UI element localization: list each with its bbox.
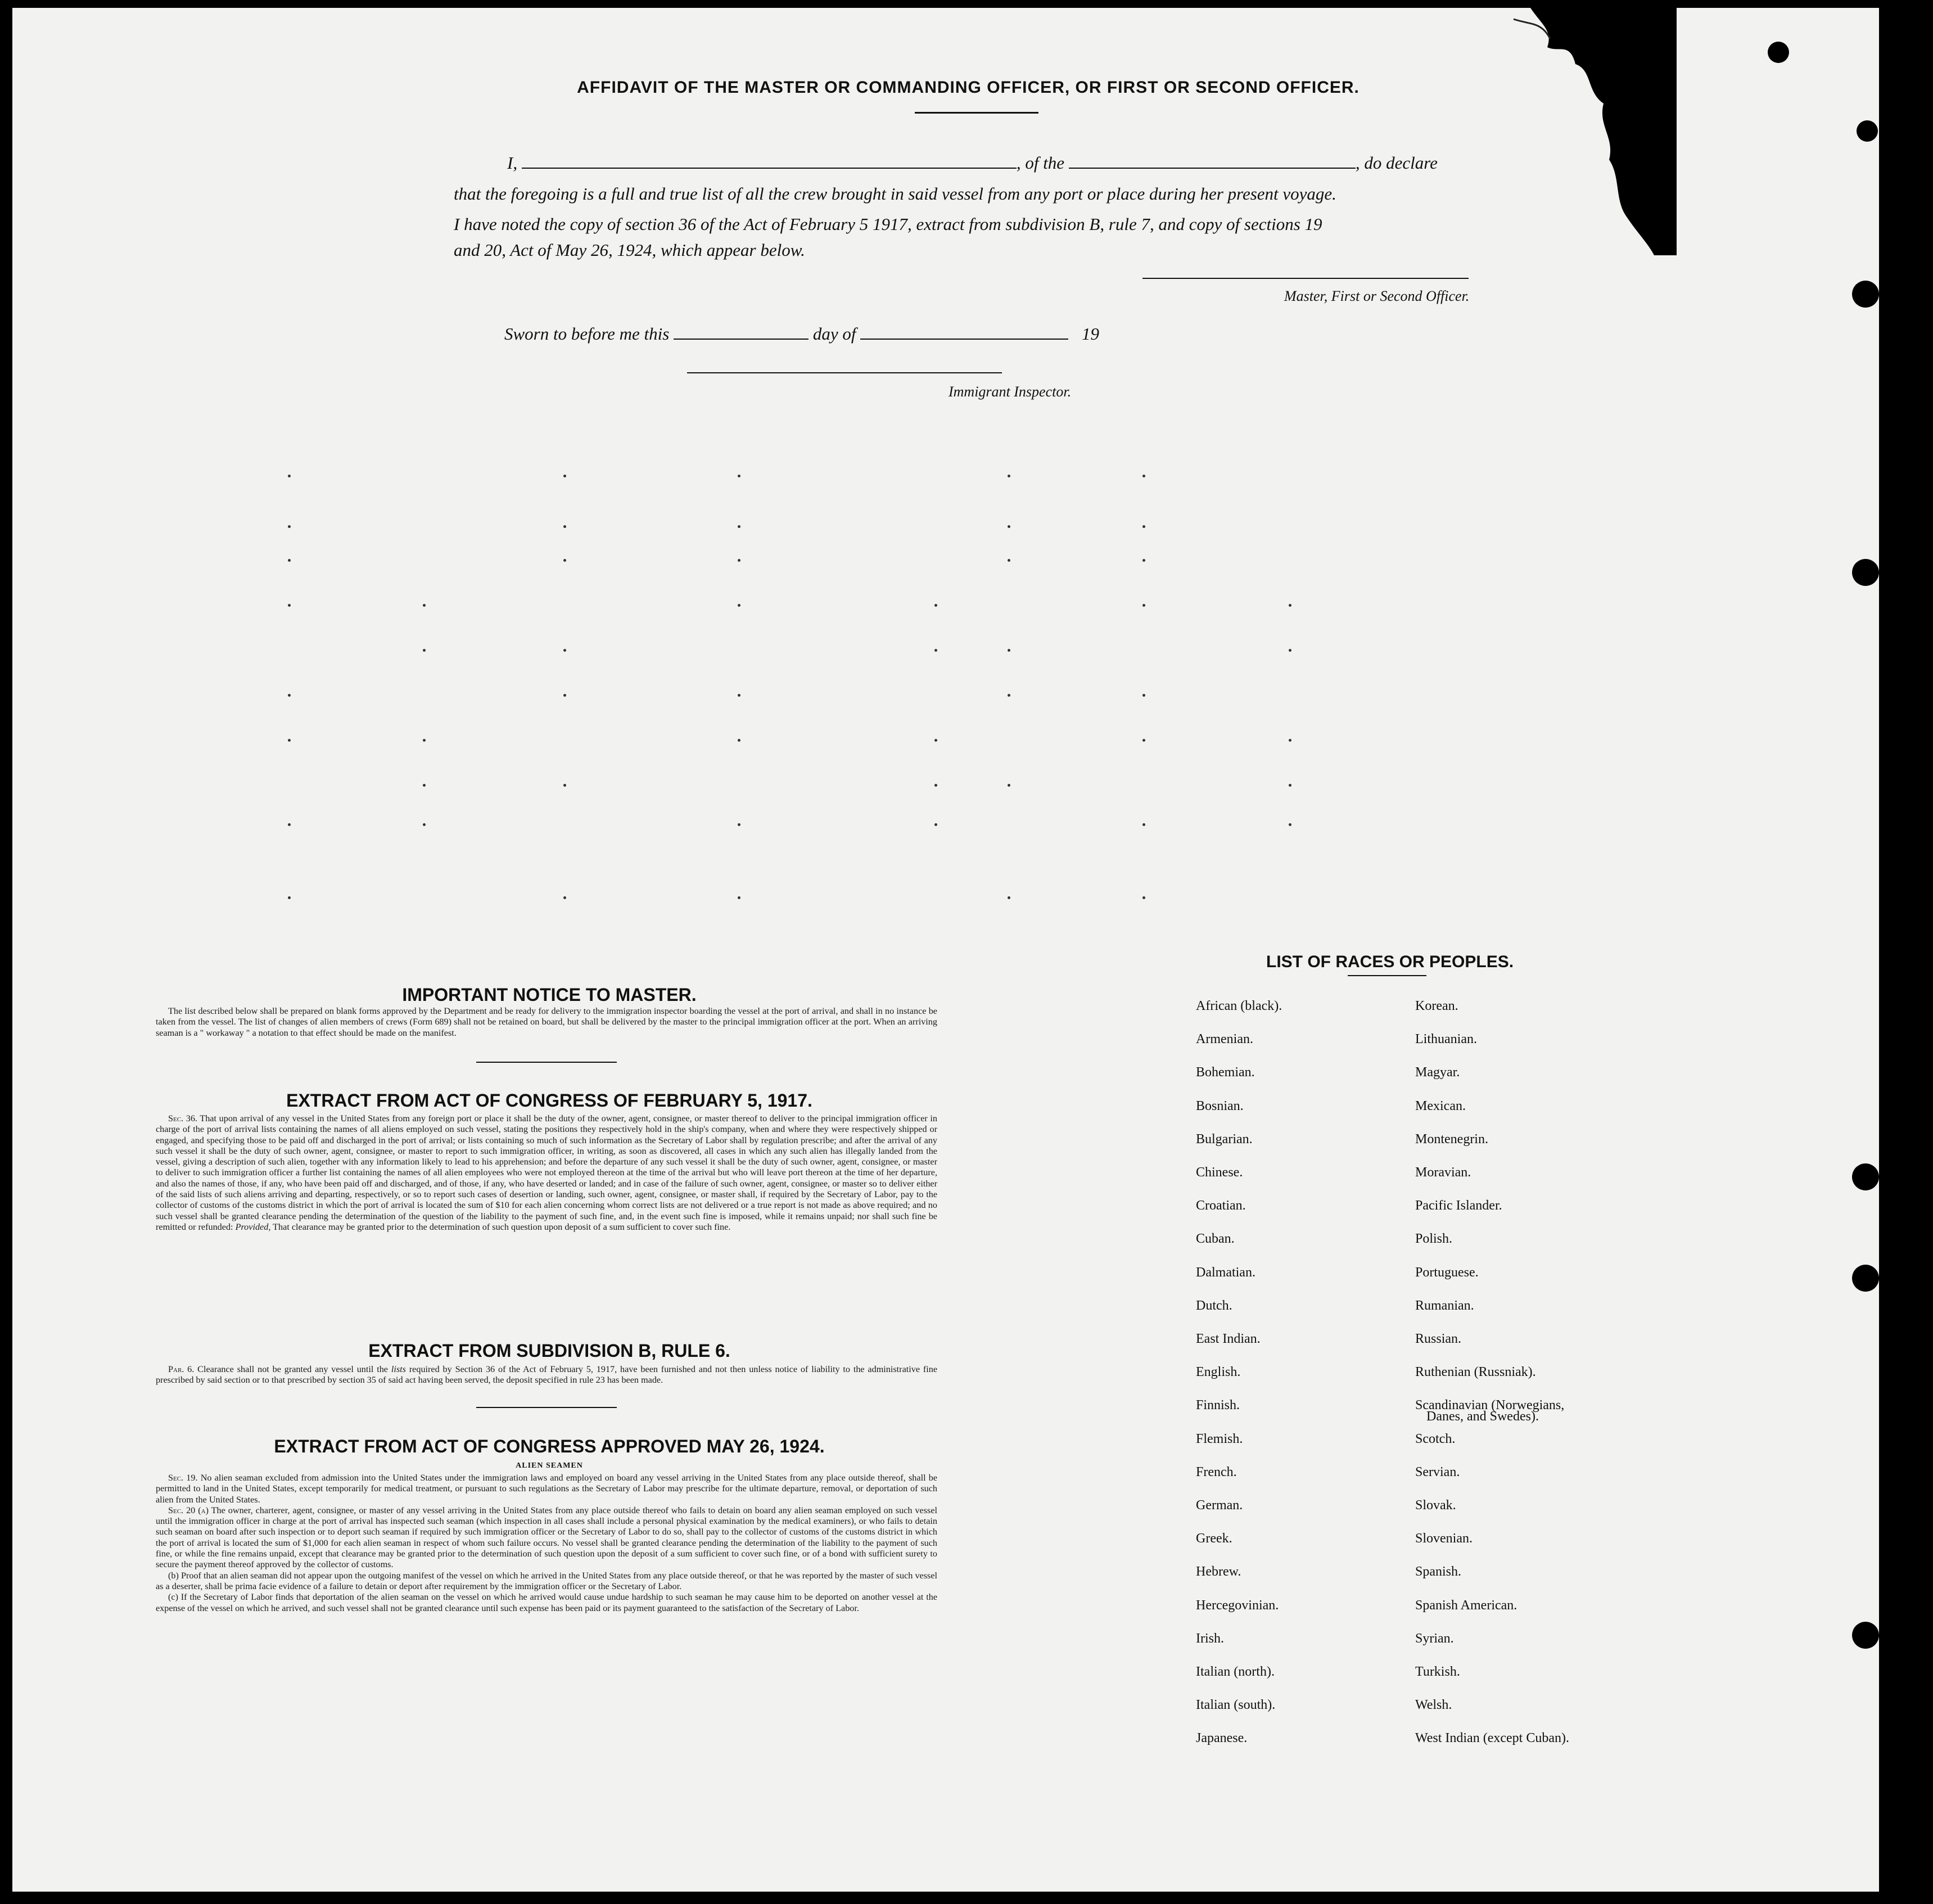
extract-1917-title: EXTRACT FROM ACT OF CONGRESS OF FEBRUARY 5, 1917. — [286, 1090, 812, 1111]
race-item: Servian. — [1415, 1464, 1460, 1479]
race-item: German. — [1196, 1498, 1243, 1513]
race-item: Flemish. — [1196, 1431, 1243, 1446]
par6-label: Par. 6. — [168, 1364, 195, 1374]
rule6-body — [156, 1364, 937, 1386]
bleed-dot — [738, 896, 740, 899]
bleed-dot — [288, 739, 291, 742]
race-item: Scotch. — [1415, 1431, 1456, 1446]
notice-paragraph: The list described below shall be prepared on blank forms approved by the Department and be ready for delivery to the immigration inspector boarding the vessel at the port of arrival, and shall in no instance be taken from the vessel. The list of changes of alien members of crews (Form 689) shall not be retained on board, but shall be delivered by the master to the principal immigration officer at the port. When an arriving seaman is a " workaway " a notation to that effect should be made on the manifest. — [156, 1006, 937, 1038]
race-item: West Indian (except Cuban). — [1415, 1731, 1569, 1746]
master-signature-line — [1142, 278, 1469, 279]
bleed-dot — [738, 739, 740, 742]
sec36-paragraph — [156, 1113, 937, 1233]
sec19-label: Sec. 19. — [168, 1473, 198, 1483]
bleed-dot — [1142, 694, 1145, 697]
race-item: Pacific Islander. — [1415, 1198, 1502, 1213]
race-item: Ruthenian (Russniak). — [1415, 1365, 1536, 1380]
race-item: Welsh. — [1415, 1698, 1452, 1713]
sec36-text-end: That clearance may be granted prior to the determination of such question upon deposit of a sum sufficient to cover such fine. — [273, 1221, 731, 1232]
name-blank — [522, 154, 1017, 169]
vessel-blank — [1069, 154, 1356, 169]
race-item: Italian (north). — [1196, 1664, 1275, 1679]
bleed-dot — [1289, 649, 1291, 652]
sec19-text: No alien seaman excluded from admission into the United States under the immigration laws and employed on board any vessel arriving in the United States from any place outside thereof, shall be permitted to land in the United States, except temporarily for medical treatment, or pursuant to such regulations as the Secretary of Labor may prescribe for the ultimate departure, removal, or deportation of such alien from the United States. — [156, 1473, 938, 1505]
bleed-dot — [288, 694, 291, 697]
bleed-dot — [1142, 604, 1145, 607]
sworn-month-blank — [860, 325, 1068, 340]
bleed-dot — [1008, 896, 1010, 899]
race-item: Slovak. — [1415, 1498, 1456, 1513]
sec36-text: That upon arrival of any vessel in the United States from any foreign port or place it shall be the duty of the owner, agent, consignee, or master thereof to deliver to the principal immigration officer in charge of the port of arrival lists containing the names of all aliens employed on such vessel, stating the positions they respectively hold in the ship's company, when and where they were respectively shipped or engaged, and specifying those to be paid off and discharged in the port of arrival; or lists containing so much of such information as the Secretary of Labor shall by regulation prescribe; and after the arrival of any such vessel it shall be the duty of such owner, agent, consignee, or master to report to such immigration officer, in writing, as soon as discovered, all cases in which any such alien has illegally landed from the vessel, giving a description of such alien, together with any information likely to lead to his apprehension; and before the departure of any such vessel it shall be the duty of such owner, agent, consignee, or master to deliver to such immigration officer a further list containing the names of all alien employees who were not employed thereon at the time of the arrival but who will leave port thereon at the time of her departure, and also the names of those, if any, who have been paid off and discharged, and of those, if any, who have deserted or landed; and in case of the failure of such owner, agent, consignee, or master so to deliver either of the said lists of such aliens arriving and departing, respectively, or so to report such cases of desertion or landing, such owner, agent, consignee, or master shall, if required by the Secretary of Labor, pay to the collector of customs of the customs district in which the port of arrival is located the sum of $10 for each alien concerning whom correct lists are not delivered or a true report is not made as above required; and no such vessel shall be granted clearance pending the determination of the question of the liability to the payment of such fine, and, in the event such fine is imposed, while it remains unpaid; nor shall such fine be remitted or refunded: — [156, 1113, 937, 1232]
master-caption: Master, First or Second Officer. — [1284, 288, 1470, 304]
race-item: Slovenian. — [1415, 1531, 1473, 1546]
bleed-dot — [1289, 823, 1291, 826]
bleed-dot — [934, 823, 937, 826]
race-item: Lithuanian. — [1415, 1032, 1477, 1047]
affidavit-line-2: that the foregoing is a full and true list of all the crew brought in said vessel from any port or place during her present voyage. — [454, 184, 1336, 204]
rule6-text-b: required by Section 36 of the Act of February 5, 1917, have been furnished and not then unless notice of liability to the administrative fine prescribed by said section or to that prescribed by section 35 of said act having been served, the deposit specified in rule 23 has been made. — [156, 1364, 938, 1386]
bleed-dot — [288, 896, 291, 899]
bleed-dot — [1008, 559, 1010, 562]
sec20b-text: Proof that an alien seaman did not appear upon the outgoing manifest of the vessel on which he arrived in the United States from any place outside thereof, or that he was reported by the master of such vessel as a deserter, shall be prima facie evidence of a failure to detain or deport after requirement by the immigration officer or the Secretary of Labor. — [156, 1570, 938, 1591]
bleed-dot — [738, 525, 740, 528]
title-rule — [915, 112, 1038, 114]
races-rule — [1348, 975, 1426, 976]
race-item: Bosnian. — [1196, 1098, 1244, 1113]
inspector-caption: Immigrant Inspector. — [949, 383, 1072, 400]
race-item: Montenegrin. — [1415, 1131, 1488, 1147]
torn-paper-damage — [1508, 8, 1677, 255]
race-item: Turkish. — [1415, 1664, 1460, 1679]
races-title: LIST OF RACES OR PEOPLES. — [1266, 953, 1514, 971]
race-item: Armenian. — [1196, 1032, 1253, 1047]
extract-1917-body — [156, 1113, 937, 1233]
sec20a-paragraph — [156, 1505, 937, 1571]
sworn-year: 19 — [1081, 324, 1099, 344]
race-item: Greek. — [1196, 1531, 1232, 1546]
bleed-dot — [288, 525, 291, 528]
bleed-dot — [1142, 823, 1145, 826]
bleed-dot — [934, 604, 937, 607]
bleed-dot — [1008, 649, 1010, 652]
bleed-dot — [738, 604, 740, 607]
race-item: Dalmatian. — [1196, 1265, 1255, 1280]
punch-hole — [1852, 1622, 1879, 1649]
sec20b-label: (b) — [168, 1570, 179, 1581]
race-item: African (black). — [1196, 999, 1282, 1013]
race-item: Bulgarian. — [1196, 1131, 1253, 1147]
race-item: Italian (south). — [1196, 1698, 1276, 1713]
bleed-dot — [563, 475, 566, 477]
bleed-dot — [563, 694, 566, 697]
race-item: Spanish American. — [1415, 1598, 1518, 1613]
provided-label: Provided, — [235, 1221, 271, 1232]
bleed-dot — [563, 649, 566, 652]
race-item: Scandinavian (Norwegians, — [1415, 1398, 1565, 1413]
punch-hole — [1852, 1163, 1879, 1190]
race-item: Portuguese. — [1415, 1265, 1479, 1280]
race-item: Croatian. — [1196, 1198, 1246, 1213]
bleed-dot — [738, 559, 740, 562]
race-item: Spanish. — [1415, 1564, 1462, 1580]
rule6-paragraph — [156, 1364, 937, 1386]
race-item: Hebrew. — [1196, 1564, 1241, 1580]
affidavit-line-3: I have noted the copy of section 36 of the Act of February 5 1917, extract from subdivision B, rule 7, and copy of sections 19 — [454, 214, 1322, 234]
race-item: Mexican. — [1415, 1098, 1466, 1113]
document-page — [12, 8, 1879, 1892]
sec20b-paragraph — [156, 1571, 937, 1592]
bleed-dot — [423, 604, 426, 607]
race-item: Dutch. — [1196, 1298, 1232, 1313]
bleed-dot — [1142, 739, 1145, 742]
bleed-dot — [934, 739, 937, 742]
sworn-day-blank — [674, 325, 809, 340]
race-item: Bohemian. — [1196, 1065, 1255, 1080]
notice-title: IMPORTANT NOTICE TO MASTER. — [402, 985, 697, 1005]
alien-seamen-subtitle: ALIEN SEAMEN — [516, 1461, 583, 1470]
race-item: Hercegovinian. — [1196, 1598, 1279, 1613]
race-item: East Indian. — [1196, 1332, 1261, 1346]
bleed-dot — [738, 694, 740, 697]
bleed-dot — [563, 525, 566, 528]
affidavit-line-4: and 20, Act of May 26, 1924, which appear below. — [454, 240, 805, 260]
race-item: Finnish. — [1196, 1398, 1240, 1413]
bleed-dot — [1008, 784, 1010, 787]
sec20-label: Sec. 20 (a) — [168, 1505, 209, 1515]
race-item: Syrian. — [1415, 1631, 1454, 1646]
bleed-dot — [423, 823, 426, 826]
punch-hole — [1852, 281, 1879, 308]
bleed-dot — [423, 739, 426, 742]
bleed-dot — [1008, 525, 1010, 528]
bleed-dot — [1142, 559, 1145, 562]
affidavit-do-declare: , do declare — [1355, 153, 1438, 173]
bleed-dot — [563, 559, 566, 562]
bleed-dot — [738, 823, 740, 826]
sworn-day-of: day of — [812, 324, 856, 344]
race-item: Moravian. — [1415, 1165, 1471, 1180]
bleed-dot — [423, 784, 426, 787]
inspector-signature-line — [687, 372, 1002, 373]
race-item: Polish. — [1415, 1231, 1453, 1247]
affidavit-of-the: , of the — [1016, 153, 1065, 173]
affidavit-i: I, — [507, 153, 518, 173]
race-item: Irish. — [1196, 1631, 1224, 1646]
race-scandinavian-cont: Danes, and Swedes). — [1426, 1409, 1539, 1424]
bleed-dot — [738, 475, 740, 477]
rule6-text-a: Clearance shall not be granted any vessel until the — [197, 1364, 388, 1374]
punch-hole — [1857, 120, 1878, 142]
sec20c-text: If the Secretary of Labor finds that deportation of the alien seaman on the vessel on which he arrived would cause undue hardship to such seaman he may cause him to be deported on another vessel at the expense of the vessel on which he arrived, and such vessel shall not be granted clearance until such expense has been paid or its payment guaranteed to the satisfaction of the Secretary of Labor. — [156, 1592, 938, 1613]
lists-word: lists — [391, 1364, 406, 1374]
extract-1924-body — [156, 1473, 937, 1614]
race-item: Korean. — [1415, 999, 1458, 1013]
sworn-prefix: Sworn to before me this — [504, 324, 670, 344]
bleed-dot — [288, 559, 291, 562]
sec20c-paragraph — [156, 1592, 937, 1614]
race-item: Russian. — [1415, 1332, 1462, 1346]
affidavit-title: AFFIDAVIT OF THE MASTER OR COMMANDING OFFICER, OR FIRST OR SECOND OFFICER. — [577, 78, 1360, 97]
punch-hole — [1852, 1265, 1879, 1292]
sec20c-label: (c) — [168, 1592, 178, 1603]
rule6-rule — [476, 1407, 617, 1408]
bleed-dot — [1289, 739, 1291, 742]
rule6-title: EXTRACT FROM SUBDIVISION B, RULE 6. — [368, 1341, 730, 1361]
bleed-dot — [934, 784, 937, 787]
bleed-dot — [934, 649, 937, 652]
extract-1924-title: EXTRACT FROM ACT OF CONGRESS APPROVED MAY 26, 1924. — [274, 1436, 825, 1456]
bleed-dot — [1289, 784, 1291, 787]
bleed-dot — [1008, 475, 1010, 477]
bleed-dot — [1142, 475, 1145, 477]
sec20a-text: The owner, charterer, agent, consignee, or master of any vessel arriving in the United States from any place outside thereof who fails to detain on board any alien seaman employed on such vessel until the immigration officer in charge at the port of arrival has inspected such seaman (which inspection in all cases shall include a personal physical examination by the medical examiners), or who fails to detain such seaman on board after such inspection or to deport such seaman if required by such immigration officer or the Secretary of Labor to do so, shall pay to the collector of customs of the customs district in which the port of arrival is located the sum of $1,000 for each alien seaman in respect of whom such failure occurs. No vessel shall be granted clearance pending the determination of the liability to the payment of such fine, or while the fine remains unpaid, except that clearance may be granted prior to the determination of such question upon the deposit of a sum sufficient to cover such fine, or of a bond with sufficient surety to secure the payment thereof approved by the collector of customs. — [156, 1505, 937, 1570]
punch-hole — [1852, 559, 1879, 586]
notice-body — [156, 1006, 937, 1039]
notice-rule — [476, 1062, 617, 1063]
race-item: Chinese. — [1196, 1165, 1243, 1180]
punch-hole — [1768, 42, 1789, 63]
bleed-dot — [563, 896, 566, 899]
bleed-dot — [288, 604, 291, 607]
bleed-dot — [288, 475, 291, 477]
bleed-dot — [563, 784, 566, 787]
bleed-dot — [423, 649, 426, 652]
bleed-dot — [288, 823, 291, 826]
affidavit-line-1 — [507, 153, 1438, 173]
bleed-dot — [1142, 525, 1145, 528]
race-item: Magyar. — [1415, 1065, 1460, 1080]
bleed-dot — [1008, 694, 1010, 697]
race-item: Rumanian. — [1415, 1298, 1474, 1313]
race-item: English. — [1196, 1365, 1241, 1380]
race-item: Cuban. — [1196, 1231, 1235, 1247]
bleed-dot — [1289, 604, 1291, 607]
sec36-label: Sec. 36. — [168, 1113, 197, 1124]
race-item: French. — [1196, 1464, 1237, 1479]
race-item: Japanese. — [1196, 1731, 1248, 1746]
sworn-line — [504, 324, 1099, 344]
sec19-paragraph — [156, 1473, 937, 1505]
bleed-dot — [1142, 896, 1145, 899]
